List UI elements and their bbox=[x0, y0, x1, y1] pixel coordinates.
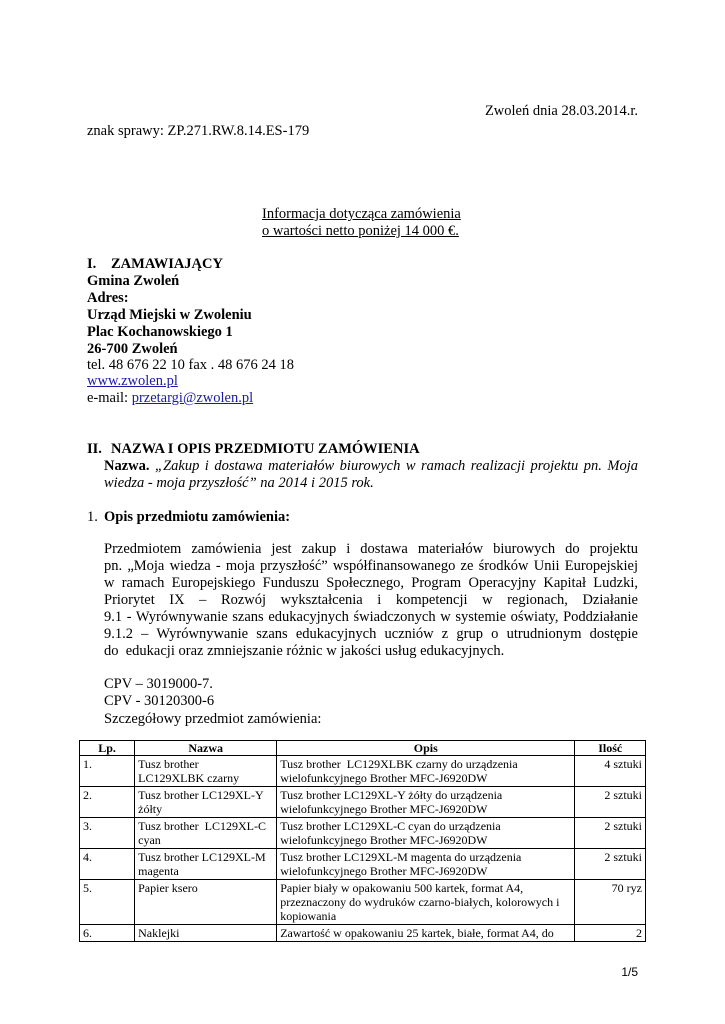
row-quantity: 70 ryz bbox=[575, 880, 646, 925]
email-line bbox=[87, 390, 253, 407]
ordering-party-name: Gmina Zwoleń bbox=[87, 273, 180, 289]
header-description: Opis bbox=[277, 741, 575, 756]
table-row bbox=[80, 756, 646, 787]
street-address: Plac Kochanowskiego 1 bbox=[87, 324, 233, 340]
row-lp: 2. bbox=[80, 787, 135, 818]
table-row bbox=[80, 787, 646, 818]
case-reference: znak sprawy: ZP.271.RW.8.14.ES-179 bbox=[87, 123, 310, 139]
section-2-number: II. bbox=[87, 441, 102, 457]
cpv-code-1: CPV – 3019000-7. bbox=[104, 676, 213, 692]
header-name: Nazwa bbox=[135, 741, 277, 756]
row-name: Tusz brother LC129XLBK czarny bbox=[135, 756, 277, 787]
description-line-3: w ramach Europejskiego Funduszu Społecznego, Program Operacyjny Kapitał Ludzki, bbox=[104, 575, 638, 591]
website-link[interactable]: www.zwolen.pl bbox=[87, 373, 178, 389]
header-lp: Lp. bbox=[80, 741, 135, 756]
order-name-text: „Zakup i dostawa materiałów biurowych w ramach realizacji projektu pn. Moja bbox=[149, 458, 638, 474]
row-description: Tusz brother LC129XLBK czarny do urządzenia wielofunkcyjnego Brother MFC-J6920DW bbox=[277, 756, 575, 787]
header-quantity: Ilość bbox=[575, 741, 646, 756]
row-name: Tusz brother LC129XL-M magenta bbox=[135, 849, 277, 880]
row-description: Tusz brother LC129XL-M magenta do urządzenia wielofunkcyjnego Brother MFC-J6920DW bbox=[277, 849, 575, 880]
cpv-code-2: CPV - 30120300-6 bbox=[104, 693, 215, 709]
order-name-line-1 bbox=[104, 458, 638, 475]
email-label: e-mail: bbox=[87, 390, 132, 406]
order-name-line-2: wiedza - moja przyszłość” na 2014 i 2015 rok. bbox=[104, 475, 374, 491]
row-name: Tusz brother LC129XL-C cyan bbox=[135, 818, 277, 849]
description-line-6: 9.1.2 – Wyrównywanie szans edukacyjnych uczniów z grup o utrudnionym dostępie bbox=[104, 626, 638, 642]
row-name: Papier ksero bbox=[135, 880, 277, 925]
row-name: Tusz brother LC129XL-Y żółty bbox=[135, 787, 277, 818]
description-line-1: Przedmiotem zamówienia jest zakup i dostawa materiałów biurowych do projektu bbox=[104, 541, 638, 557]
place-date: Zwoleń dnia 28.03.2014.r. bbox=[484, 103, 638, 119]
row-quantity: 4 sztuki bbox=[575, 756, 646, 787]
row-name: Naklejki bbox=[135, 925, 277, 942]
row-lp: 6. bbox=[80, 925, 135, 942]
email-link[interactable]: przetargi@zwolen.pl bbox=[131, 390, 254, 406]
postal-code-city: 26-700 Zwoleń bbox=[87, 341, 178, 357]
order-name-label: Nazwa. bbox=[104, 458, 150, 474]
section-1-number: I. bbox=[87, 256, 97, 272]
items-table bbox=[79, 740, 646, 942]
row-description: Tusz brother LC129XL-C cyan do urządzenia wielofunkcyjnego Brother MFC-J6920DW bbox=[277, 818, 575, 849]
table-row bbox=[80, 925, 646, 942]
section-1-heading: ZAMAWIAJĄCY bbox=[111, 256, 223, 272]
row-quantity: 2 sztuki bbox=[575, 849, 646, 880]
section-2-heading: NAZWA I OPIS PRZEDMIOTU ZAMÓWIENIA bbox=[111, 441, 420, 457]
description-line-5: 9.1 - Wyrównywanie szans edukacyjnych świadczonych w systemie oświaty, Poddziałanie bbox=[104, 609, 638, 625]
table-row bbox=[80, 849, 646, 880]
row-lp: 4. bbox=[80, 849, 135, 880]
table-row bbox=[80, 818, 646, 849]
row-lp: 3. bbox=[80, 818, 135, 849]
row-lp: 1. bbox=[80, 756, 135, 787]
subsection-heading: Opis przedmiotu zamówienia: bbox=[104, 509, 291, 525]
table-header-row bbox=[80, 741, 646, 756]
detailed-subject-label: Szczegółowy przedmiot zamówienia: bbox=[104, 711, 322, 727]
row-lp: 5. bbox=[80, 880, 135, 925]
title-line-1: Informacja dotycząca zamówienia bbox=[262, 206, 461, 222]
page-number: 1/5 bbox=[621, 965, 638, 979]
title-line-2: o wartości netto poniżej 14 000 €. bbox=[262, 223, 459, 239]
subsection-number: 1. bbox=[87, 509, 98, 525]
table-row bbox=[80, 880, 646, 925]
row-quantity: 2 bbox=[575, 925, 646, 942]
row-description: Tusz brother LC129XL-Y żółty do urządzenia wielofunkcyjnego Brother MFC-J6920DW bbox=[277, 787, 575, 818]
description-line-2: pn. „Moja wiedza - moja przyszłość” współfinansowanego ze środków Unii Europejskiej bbox=[104, 558, 638, 574]
description-line-7: do edukacji oraz zmniejszanie różnic w jakości usług edukacyjnych. bbox=[104, 643, 505, 659]
row-quantity: 2 sztuki bbox=[575, 787, 646, 818]
row-description: Papier biały w opakowaniu 500 kartek, format A4, przeznaczony do wydruków czarno-białych, kolorowych i kopiowania bbox=[277, 880, 575, 925]
office-name: Urząd Miejski w Zwoleniu bbox=[87, 307, 252, 323]
phone-fax: tel. 48 676 22 10 fax . 48 676 24 18 bbox=[87, 357, 295, 373]
description-line-4: Priorytet IX – Rozwój wykształcenia i kompetencji w regionach, Działanie bbox=[104, 592, 638, 608]
row-quantity: 2 sztuki bbox=[575, 818, 646, 849]
row-description: Zawartość w opakowaniu 25 kartek, białe, format A4, do bbox=[277, 925, 575, 942]
address-label: Adres: bbox=[87, 290, 129, 306]
